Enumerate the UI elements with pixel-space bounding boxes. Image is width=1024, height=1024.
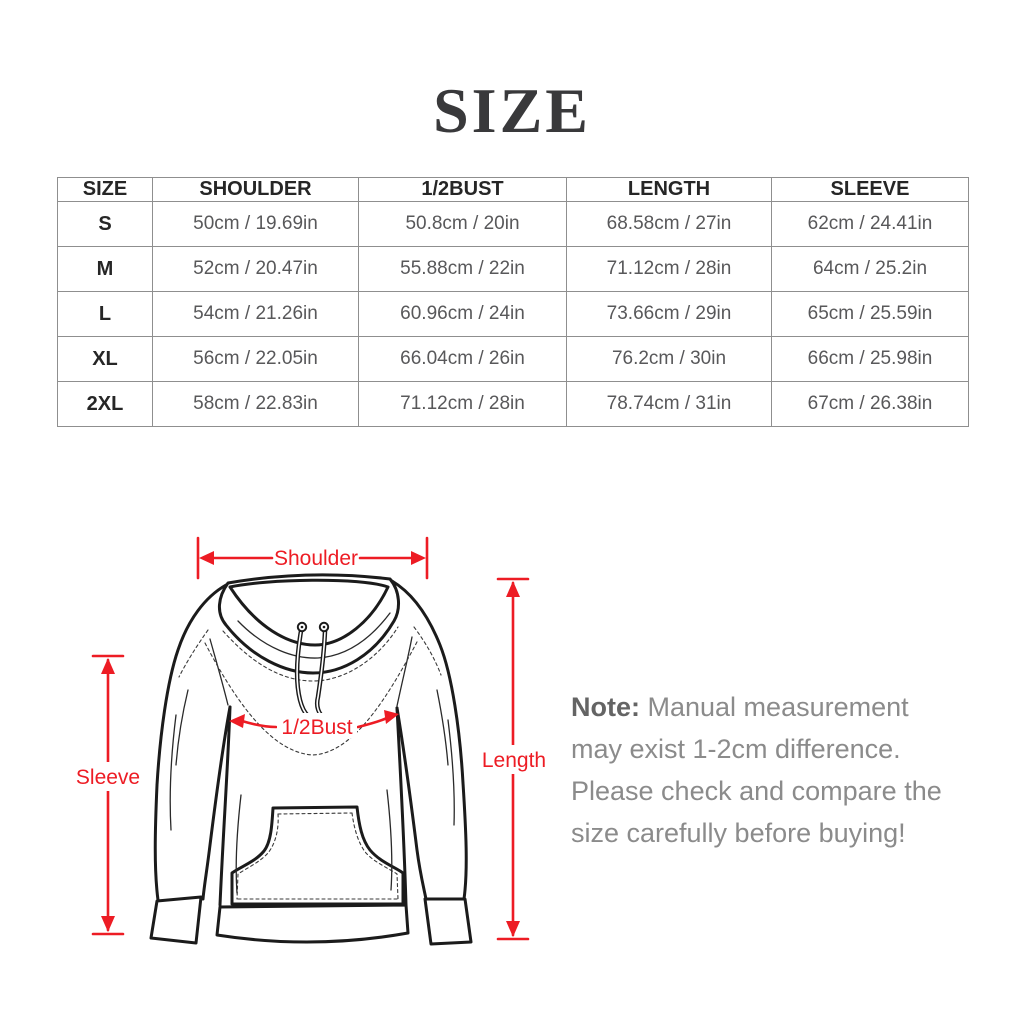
table-cell: 68.58cm / 27in <box>567 202 772 247</box>
shoulder-measure <box>198 538 427 578</box>
table-cell: M <box>58 247 153 292</box>
table-row <box>58 337 969 382</box>
table-cell: 55.88cm / 22in <box>359 247 567 292</box>
bust-measure <box>229 710 399 739</box>
table-cell: 60.96cm / 24in <box>359 292 567 337</box>
column-header-sleeve: SLEEVE <box>772 178 969 202</box>
table-cell: 56cm / 22.05in <box>153 337 359 382</box>
table-row <box>58 382 969 427</box>
table-header-row <box>58 178 969 202</box>
shoulder-label: Shoulder <box>273 547 359 570</box>
table-cell: 50.8cm / 20in <box>359 202 567 247</box>
table-cell: S <box>58 202 153 247</box>
size-table <box>57 177 969 427</box>
table-cell: 71.12cm / 28in <box>359 382 567 427</box>
table-cell: 62cm / 24.41in <box>772 202 969 247</box>
table-cell: 78.74cm / 31in <box>567 382 772 427</box>
bust-label: 1/2Bust <box>281 716 353 739</box>
measurement-note <box>571 686 965 854</box>
table-cell: 76.2cm / 30in <box>567 337 772 382</box>
sleeve-measure <box>76 656 140 934</box>
table-cell: 58cm / 22.83in <box>153 382 359 427</box>
table-row <box>58 202 969 247</box>
table-cell: XL <box>58 337 153 382</box>
column-header-size: SIZE <box>58 178 153 202</box>
hoodie-measurement-diagram <box>60 525 565 970</box>
table-cell: 71.12cm / 28in <box>567 247 772 292</box>
table-cell: 52cm / 20.47in <box>153 247 359 292</box>
table-cell: L <box>58 292 153 337</box>
table-cell: 50cm / 19.69in <box>153 202 359 247</box>
table-cell: 2XL <box>58 382 153 427</box>
table-cell: 65cm / 25.59in <box>772 292 969 337</box>
table-row <box>58 247 969 292</box>
table-cell: 66cm / 25.98in <box>772 337 969 382</box>
sleeve-label: Sleeve <box>75 766 141 789</box>
table-cell: 64cm / 25.2in <box>772 247 969 292</box>
table-cell: 54cm / 21.26in <box>153 292 359 337</box>
note-body: Manual measurement may exist 1-2cm difference. Please check and compare the size carefully before buying! <box>571 692 942 848</box>
table-cell: 67cm / 26.38in <box>772 382 969 427</box>
hoodie-drawing <box>151 575 471 944</box>
column-header-bust: 1/2BUST <box>359 178 567 202</box>
length-label: Length <box>481 749 547 772</box>
table-cell: 66.04cm / 26in <box>359 337 567 382</box>
column-header-shoulder: SHOULDER <box>153 178 359 202</box>
column-header-length: LENGTH <box>567 178 772 202</box>
page-title: SIZE <box>433 75 591 146</box>
table-row <box>58 292 969 337</box>
table-cell: 73.66cm / 29in <box>567 292 772 337</box>
note-label: Note: <box>571 692 640 722</box>
length-measure <box>480 579 548 939</box>
